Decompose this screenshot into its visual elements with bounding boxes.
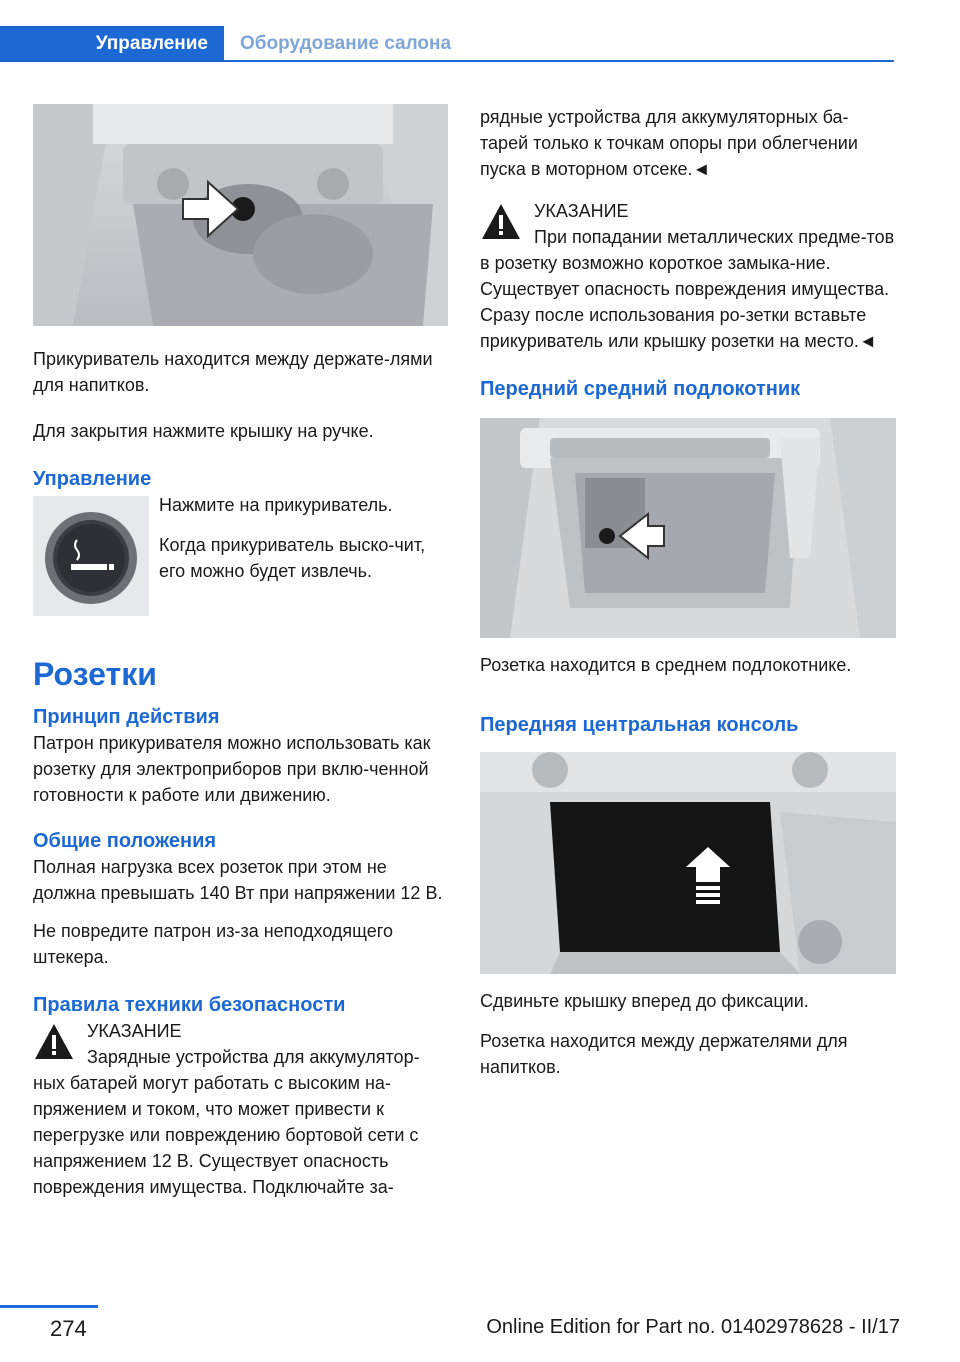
warning-triangle-icon (33, 1022, 75, 1062)
heading-safety: Правила техники безопасности (33, 994, 346, 1016)
edition-note: Online Edition for Part no. 01402978628 - II/17 (486, 1316, 900, 1338)
header-rule (224, 60, 894, 62)
heading-control: Управление (33, 468, 152, 490)
warning-text-1: Зарядные устройства для аккумулятор-ных батарей могут работать с высоким на-пряжением и током, что может привести к перегрузке или повреждению бортовой сети с напряжением 12 В. Существует опасность повреждения имущества. Подключайте за- (33, 1047, 420, 1197)
press-lighter-text: Нажмите на прикуриватель. (159, 495, 393, 515)
armrest-caption: Розетка находится в среднем подлокотнике. (480, 655, 852, 675)
continued-text: рядные устройства для аккумуляторных ба-тарей только к точкам опоры при облегчении пуска в моторном отсеке.◄ (480, 107, 858, 179)
heading-console: Передняя центральная консоль (480, 714, 799, 736)
left-column (33, 104, 448, 1200)
heading-armrest: Передний средний подлокотник (480, 378, 801, 400)
warning-block-1 (33, 1018, 448, 1200)
right-column (480, 104, 896, 1080)
lighter-pops-text: Когда прикуриватель выско-чит, его можно будет извлечь. (159, 535, 426, 581)
slide-cover-text: Сдвиньте крышку вперед до фиксации. (480, 991, 809, 1011)
footer-rule (0, 1305, 98, 1308)
cigarette-lighter-photo (33, 104, 448, 326)
control-block (33, 492, 448, 620)
warning-block-2 (480, 198, 896, 354)
principle-text: Патрон прикуривателя можно использовать как розетку для электроприборов при вклю-ченной готовности к работе или движению. (33, 733, 431, 805)
heading-principle: Принцип действия (33, 706, 220, 728)
section-tab-interior[interactable]: Оборудование салона (240, 33, 452, 54)
heading-sockets: Розетки (33, 656, 157, 692)
warning-triangle-icon (480, 202, 522, 242)
warning-text-2: При попадании металлических предме-тов в розетку возможно короткое замыка-ние. Существует опасность повреждения имущества. Сразу после использования ро-зетки вставьте прикуриватель или крышку розетки на место.◄ (480, 227, 895, 351)
heading-general: Общие положения (33, 830, 217, 852)
console-photo (480, 752, 896, 974)
warning-title-1: УКАЗАНИЕ (87, 1021, 182, 1041)
general-text-2: Не повредите патрон из-за неподходящего штекера. (33, 921, 393, 967)
warning-title-2: УКАЗАНИЕ (534, 201, 629, 221)
page-header (0, 26, 960, 62)
close-lid-text: Для закрытия нажмите крышку на ручке. (33, 421, 374, 441)
console-socket-text: Розетка находится между держателями для напитков. (480, 1031, 848, 1077)
armrest-photo (480, 418, 896, 638)
cigarette-lighter-icon (33, 496, 149, 616)
general-text-1: Полная нагрузка всех розеток при этом не должна превышать 140 Вт при напряжении 12 В. (33, 857, 443, 903)
lighter-location-text: Прикуриватель находится между держате-лями для напитков. (33, 349, 433, 395)
section-tab-control[interactable]: Управление (0, 26, 224, 62)
page-number: 274 (50, 1316, 87, 1341)
